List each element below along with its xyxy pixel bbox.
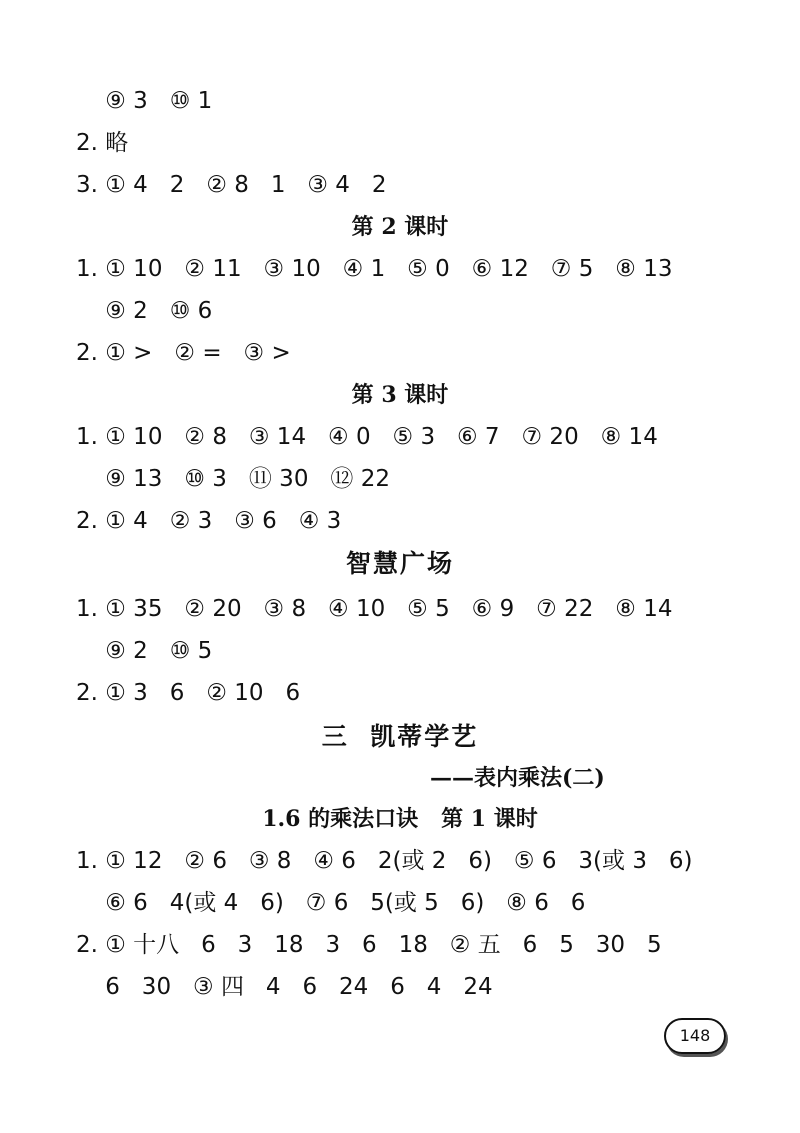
- section-heading-multiplication-6: 1.6 的乘法口诀 第 1 课时: [262, 806, 538, 832]
- answer-line: 2. ① 3 6 ② 10 6: [76, 680, 301, 706]
- answer-line: ⑨ 2 ⑩ 6: [76, 298, 213, 324]
- unit-title: 三 凯蒂学艺: [321, 722, 479, 751]
- unit-subtitle: ——表内乘法(二): [430, 765, 605, 791]
- section-heading-lesson3: 第 3 课时: [351, 382, 449, 408]
- page-number-badge: 148: [664, 1018, 726, 1054]
- answer-line: ⑨ 3 ⑩ 1: [76, 88, 213, 114]
- answer-line: ⑨ 13 ⑩ 3 ⑪ 30 ⑫ 22: [76, 466, 390, 492]
- answer-line: 1. ① 10 ② 8 ③ 14 ④ 0 ⑤ 3 ⑥ 7 ⑦ 20 ⑧ 14: [76, 424, 658, 450]
- answer-line: 1. ① 10 ② 11 ③ 10 ④ 1 ⑤ 0 ⑥ 12 ⑦ 5 ⑧ 13: [76, 256, 673, 282]
- answer-line: 3. ① 4 2 ② 8 1 ③ 4 2: [76, 172, 387, 198]
- answer-line: ⑥ 6 4(或 4 6) ⑦ 6 5(或 5 6) ⑧ 6 6: [76, 890, 586, 916]
- answer-line: 2. ① 十八 6 3 18 3 6 18 ② 五 6 5 30 5: [76, 932, 662, 958]
- answer-line: 6 30 ③ 四 4 6 24 6 4 24: [76, 974, 493, 1000]
- answer-line: 2. ① 4 ② 3 ③ 6 ④ 3: [76, 508, 342, 534]
- answer-line: ⑨ 2 ⑩ 5: [76, 638, 213, 664]
- answer-line: 2. 略: [76, 130, 129, 156]
- section-heading-wisdom-square: 智慧广场: [345, 549, 454, 578]
- answer-line: 1. ① 35 ② 20 ③ 8 ④ 10 ⑤ 5 ⑥ 9 ⑦ 22 ⑧ 14: [76, 596, 673, 622]
- answer-line: 2. ① > ② = ③ >: [76, 340, 291, 366]
- answer-line: 1. ① 12 ② 6 ③ 8 ④ 6 2(或 2 6) ⑤ 6 3(或 3 6): [76, 848, 693, 874]
- section-heading-lesson2: 第 2 课时: [351, 214, 449, 240]
